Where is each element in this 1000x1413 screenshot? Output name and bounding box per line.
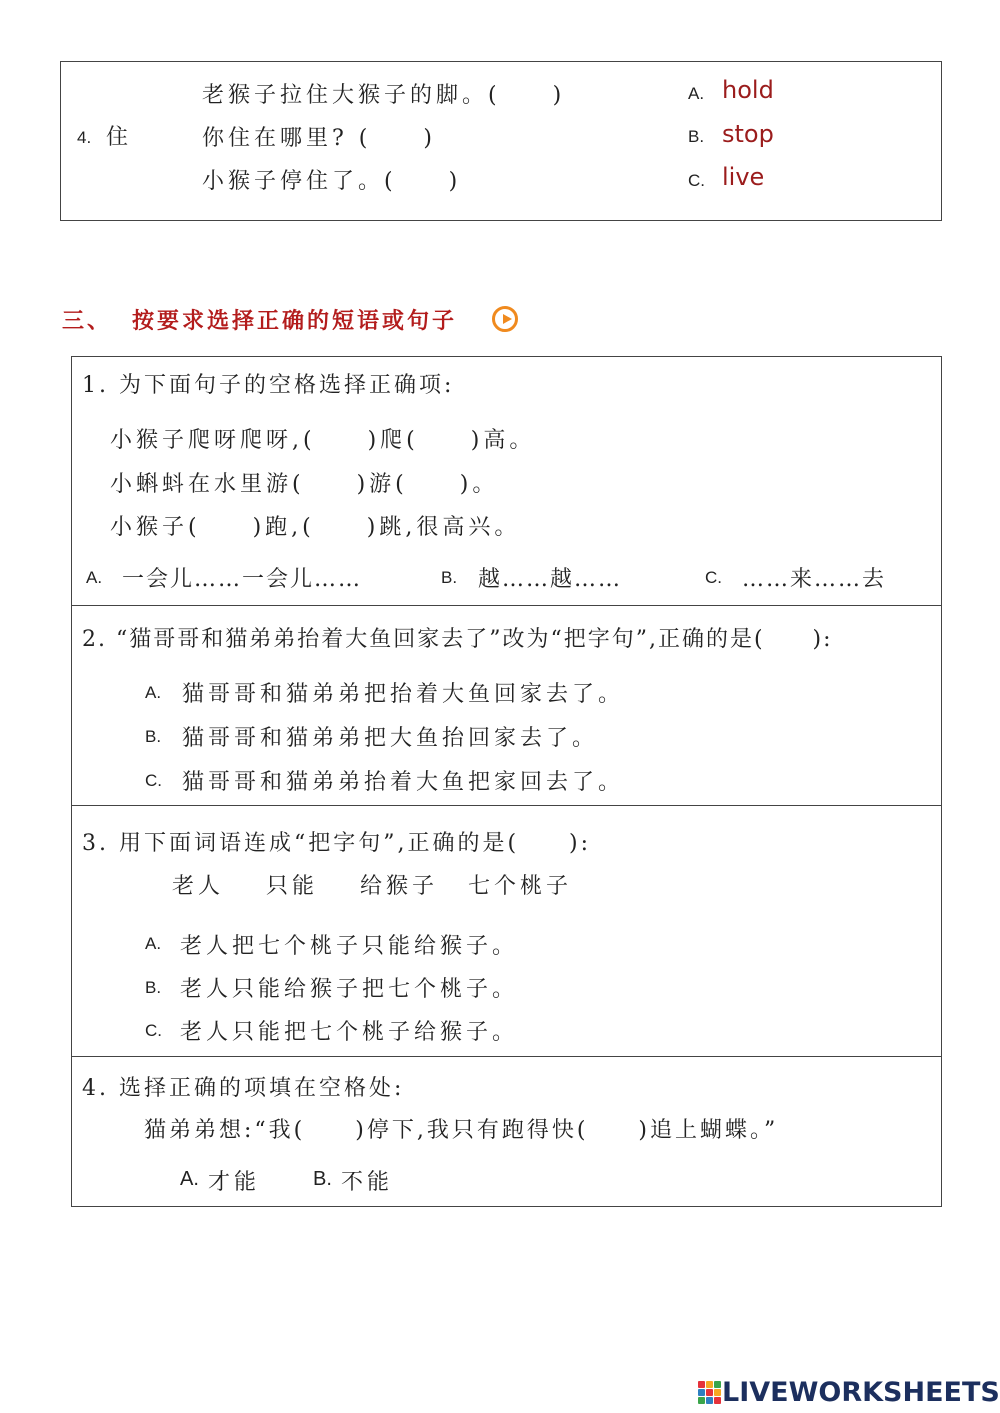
question-3-word-2: 只能: [266, 874, 319, 899]
question-1-prompt: 1. 为下面句子的空格选择正确项:: [82, 373, 455, 398]
question-1-option-b-text[interactable]: 越……越……: [478, 567, 623, 592]
question-3-option-b-text[interactable]: 老人只能给猴子把七个桃子。: [180, 977, 519, 1002]
top-sentence-2: 你住在哪里? ( ): [202, 126, 436, 151]
question-4-option-a-text[interactable]: 才能: [208, 1170, 261, 1195]
section-number: 三、: [62, 308, 113, 334]
top-sentence-3: 小猴子停住了。( ): [202, 169, 462, 194]
top-option-c-letter: C.: [688, 171, 705, 190]
question-3-option-c-text[interactable]: 老人只能把七个桃子给猴子。: [180, 1020, 519, 1045]
question-3-word-1: 老人: [172, 874, 225, 899]
question-1-line-1: 小猴子爬呀爬呀,( )爬( )高。: [110, 428, 536, 453]
question-2-option-b-text[interactable]: 猫哥哥和猫弟弟把大鱼抬回家去了。: [182, 726, 599, 751]
question-1-option-b-letter: B.: [441, 568, 458, 587]
question-2-option-a-text[interactable]: 猫哥哥和猫弟弟把抬着大鱼回家去了。: [182, 682, 625, 707]
top-option-a-text[interactable]: hold: [722, 76, 774, 104]
question-1-option-c-text[interactable]: ……来……去: [742, 567, 887, 592]
top-question-number: 4.: [77, 128, 92, 147]
question-3-option-a-letter: A.: [145, 934, 162, 953]
question-3-option-b-letter: B.: [145, 978, 162, 997]
question-1-line-2: 小蝌蚪在水里游( )游( )。: [110, 472, 499, 497]
question-4-prompt: 4. 选择正确的项填在空格处:: [82, 1076, 405, 1101]
liveworksheets-logo-text[interactable]: LIVEWORKSHEETS: [722, 1377, 1000, 1408]
question-3-option-a-text[interactable]: 老人把七个桃子只能给猴子。: [180, 934, 519, 959]
question-1-option-a-text[interactable]: 一会儿……一会儿……: [122, 567, 363, 592]
question-4-sentence: 猫弟弟想:“我( )停下,我只有跑得快( )追上蝴蝶。”: [144, 1118, 779, 1143]
question-4-option-a-letter: A.: [180, 1168, 199, 1190]
question-3-word-4: 七个桃子: [468, 874, 573, 899]
question-1-line-3: 小猴子( )跑,( )跳,很高兴。: [110, 515, 521, 540]
question-2-option-a-letter: A.: [145, 683, 162, 702]
question-4-option-b-letter: B.: [313, 1168, 332, 1190]
liveworksheets-logo-icon: [698, 1381, 720, 1405]
question-4-option-b-text[interactable]: 不能: [341, 1170, 394, 1195]
top-option-b-letter: B.: [688, 127, 705, 146]
play-audio-icon[interactable]: [492, 306, 518, 332]
question-1-option-a-letter: A.: [86, 568, 103, 587]
question-2-option-b-letter: B.: [145, 727, 162, 746]
question-1-option-c-letter: C.: [705, 568, 722, 587]
top-option-c-text[interactable]: live: [722, 163, 765, 191]
section-title: 按要求选择正确的短语或句子: [132, 308, 458, 334]
question-2-option-c-text[interactable]: 猫哥哥和猫弟弟抬着大鱼把家回去了。: [182, 770, 625, 795]
top-option-a-letter: A.: [688, 84, 705, 103]
question-2-prompt: 2. “猫哥哥和猫弟弟抬着大鱼回家去了”改为“把字句”,正确的是( ):: [82, 627, 833, 652]
question-2-option-c-letter: C.: [145, 771, 162, 790]
question-3-prompt: 3. 用下面词语连成“把字句”,正确的是( ):: [82, 831, 592, 856]
question-3-word-3: 给猴子: [360, 874, 439, 899]
top-sentence-1: 老猴子拉住大猴子的脚。( ): [202, 83, 566, 108]
top-option-b-text[interactable]: stop: [722, 120, 774, 148]
question-3-option-c-letter: C.: [145, 1021, 162, 1040]
top-question-word: 住: [106, 125, 133, 150]
